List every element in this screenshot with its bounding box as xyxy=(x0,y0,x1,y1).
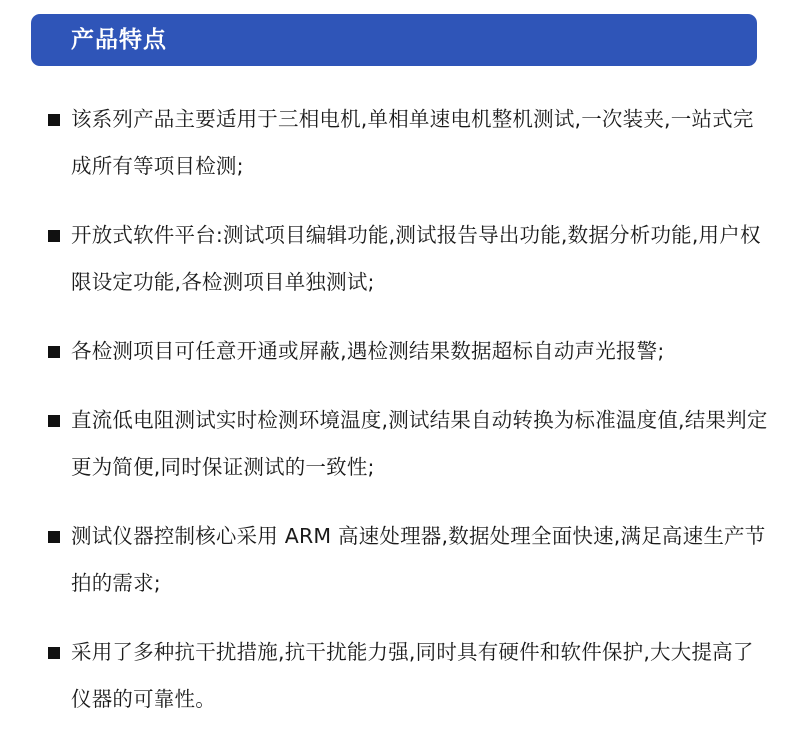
filled-square-bullet-icon xyxy=(48,531,60,543)
feature-text: 该系列产品主要适用于三相电机,单相单速电机整机测试,一次装夹,一站式完成所有等项目检测; xyxy=(71,107,754,178)
filled-square-bullet-icon xyxy=(48,346,60,358)
feature-item-2 xyxy=(48,212,768,306)
feature-text: 开放式软件平台:测试项目编辑功能,测试报告导出功能,数据分析功能,用户权限设定功能,各检测项目单独测试; xyxy=(71,223,761,294)
feature-item-3 xyxy=(48,328,768,375)
feature-text: 各检测项目可任意开通或屏蔽,遇检测结果数据超标自动声光报警; xyxy=(71,339,665,363)
feature-text: 采用了多种抗干扰措施,抗干扰能力强,同时具有硬件和软件保护,大大提高了仪器的可靠性。 xyxy=(71,640,754,711)
feature-text: 直流低电阻测试实时检测环境温度,测试结果自动转换为标准温度值,结果判定更为简便,同时保证测试的一致性; xyxy=(71,408,768,479)
feature-item-1 xyxy=(48,96,768,190)
filled-square-bullet-icon xyxy=(48,415,60,427)
section-title: 产品特点 xyxy=(71,27,167,53)
feature-text: 测试仪器控制核心采用 ARM 高速处理器,数据处理全面快速,满足高速生产节拍的需求; xyxy=(71,524,766,595)
section-header-bar xyxy=(31,14,757,66)
feature-item-4 xyxy=(48,397,768,491)
feature-item-6 xyxy=(48,629,768,723)
filled-square-bullet-icon xyxy=(48,230,60,242)
feature-item-5 xyxy=(48,513,768,607)
filled-square-bullet-icon xyxy=(48,114,60,126)
filled-square-bullet-icon xyxy=(48,647,60,659)
feature-list xyxy=(48,96,768,745)
